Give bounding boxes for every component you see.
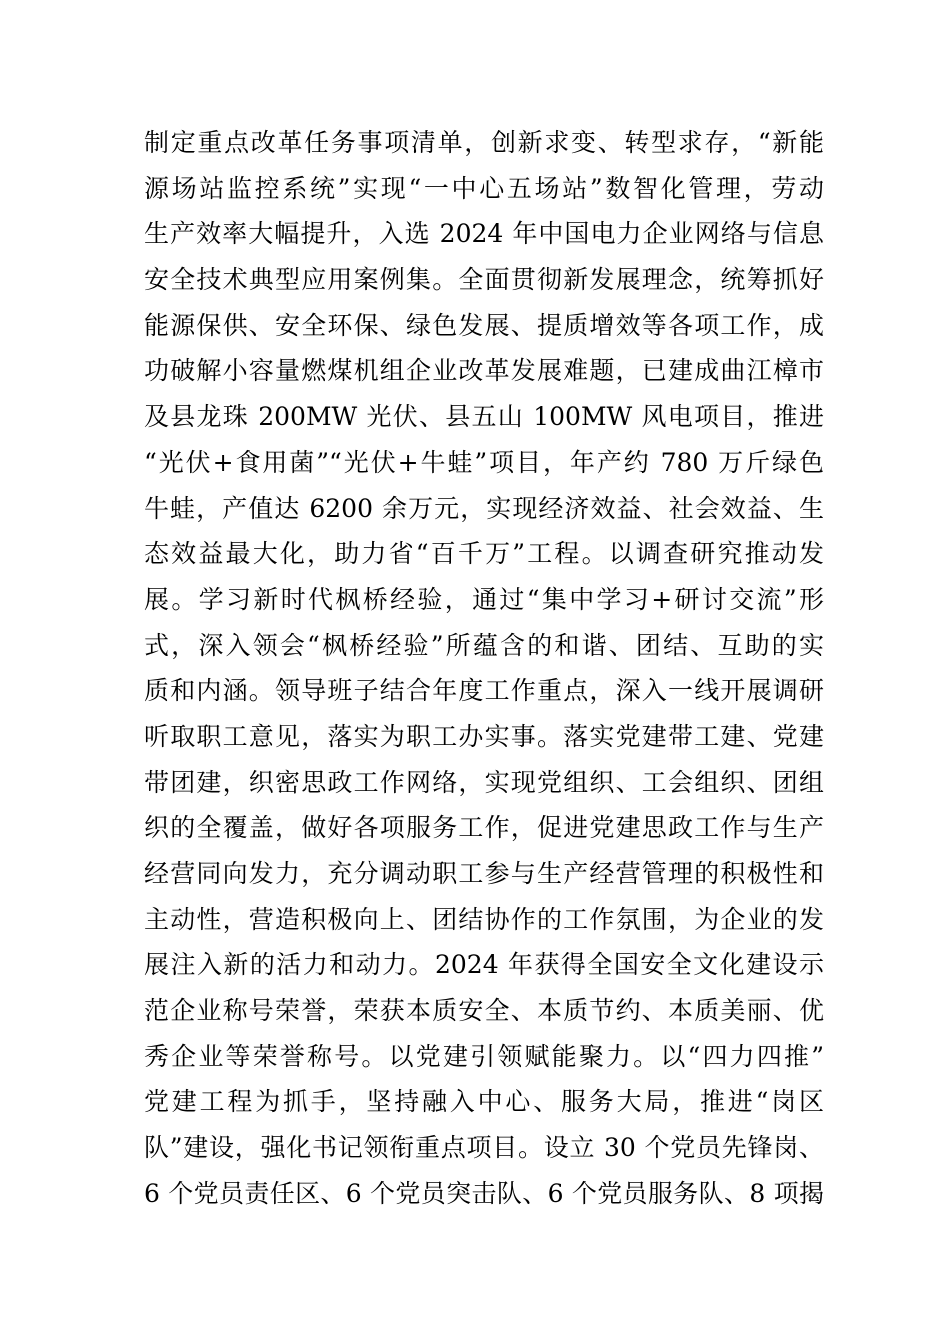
body-paragraph (144, 120, 824, 1217)
text-line-10: 态效益最大化，助力省“百千万”工程。以调查研究推动发 (144, 539, 824, 569)
text-line-24: 6 个党员责任区、6 个党员突击队、6 个党员服务队、8 项揭 (144, 1178, 824, 1208)
text-line-16: 织的全覆盖，做好各项服务工作，促进党建思政工作与生产 (144, 813, 824, 843)
text-line-5: 能源保供、安全环保、绿色发展、提质增效等各项工作，成 (144, 310, 824, 340)
text-line-8: “光伏+食用菌”“光伏+牛蛙”项目，年产约 780 万斤绿色 (144, 447, 824, 477)
text-line-19: 展注入新的活力和动力。2024 年获得全国安全文化建设示 (144, 950, 824, 980)
text-line-17: 经营同向发力，充分调动职工参与生产经营管理的积极性和 (144, 859, 824, 888)
text-line-2: 源场站监控系统”实现“一中心五场站”数智化管理，劳动 (144, 173, 824, 203)
text-line-9: 牛蛙，产值达 6200 余万元，实现经济效益、社会效益、生 (144, 493, 824, 523)
text-line-7: 及县龙珠 200MW 光伏、县五山 100MW 风电项目，推进 (144, 402, 824, 432)
text-line-3: 生产效率大幅提升，入选 2024 年中国电力企业网络与信息 (144, 219, 824, 249)
text-line-6: 功破解小容量燃煤机组企业改革发展难题，已建成曲江樟市 (144, 356, 824, 386)
text-line-12: 式，深入领会“枫桥经验”所蕴含的和谐、团结、互助的实 (144, 630, 824, 660)
text-line-21: 秀企业等荣誉称号。以党建引领赋能聚力。以“四力四推” (144, 1041, 824, 1071)
text-line-11: 展。学习新时代枫桥经验，通过“集中学习+研讨交流”形 (144, 584, 824, 614)
text-line-23: 队”建设，强化书记领衔重点项目。设立 30 个党员先锋岗、 (144, 1133, 824, 1163)
text-line-22: 党建工程为抓手，坚持融入中心、服务大局，推进“岗区 (144, 1087, 824, 1117)
text-line-15: 带团建，织密思政工作网络，实现党组织、工会组织、团组 (144, 767, 824, 797)
text-line-4: 安全技术典型应用案例集。全面贯彻新发展理念，统筹抓好 (144, 265, 824, 295)
text-line-14: 听取职工意见，落实为职工办实事。落实党建带工建、党建 (144, 721, 824, 751)
text-line-13: 质和内涵。领导班子结合年度工作重点，深入一线开展调研 (144, 676, 824, 706)
text-line-18: 主动性，营造积极向上、团结协作的工作氛围，为企业的发 (144, 904, 824, 934)
text-line-20: 范企业称号荣誉，荣获本质安全、本质节约、本质美丽、优 (144, 996, 824, 1026)
text-line-1: 制定重点改革任务事项清单，创新求变、转型求存，“新能 (144, 128, 824, 157)
